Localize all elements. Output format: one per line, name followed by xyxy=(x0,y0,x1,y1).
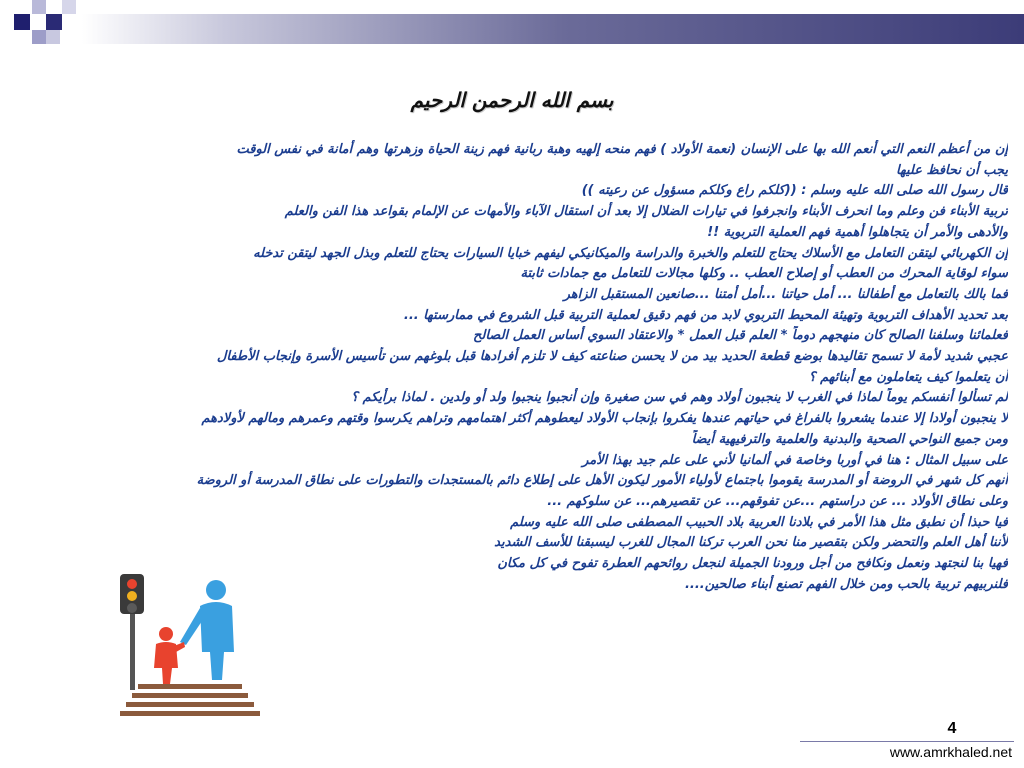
body-text xyxy=(20,140,1008,595)
text-line: تربية الأبناء فن وعلم وما انحرف الأبناء وانجرفوا في تيارات الضلال إلا بعد أن استقال الآباء والأمهات عن الإلمام بقواعد هذا الفن والعلم xyxy=(284,204,1008,220)
text-line: قال رسول الله صلى الله عليه وسلم : ((كلكم راع وكلكم مسؤول عن رعيته )) xyxy=(581,183,1008,199)
website-url: www.amrkhaled.net xyxy=(889,744,1012,760)
footer-divider xyxy=(800,741,1014,742)
text-line: أنهم كل شهر في الروضة أو المدرسة يقوموا باجتماع لأولياء الأمور ليكون الأهل على إطلاع دائم بالمستجدات والتطورات على نطاق المدرسة أو الروضة xyxy=(196,473,1008,489)
text-line: والأدهى والأمر أن يتجاهلوا أهمية فهم العملية التربوية !! xyxy=(707,224,1008,240)
text-line: إن من أعظم النعم التي أنعم الله بها على الإنسان (نعمة الأولاد ) فهم منحه إلهيه وهبة ربانية فهم زينة الحياة وزهرتها وهم أمانة في نفس الوقت xyxy=(236,142,1008,157)
text-line: فهيا بنا لنجتهد ونعمل ونكافح من أجل ورودنا الجميلة لنجعل روائحهم العطرة تفوح في كل مكان xyxy=(497,556,1008,572)
decor-square xyxy=(46,30,60,44)
text-line: لا ينجبون أولادا إلا عندما يشعروا بالفراغ في حياتهم عندها يفكروا بإنجاب الأولاد ليعطوهم أكثر اهتمامهم وتراهم يكرسوا وقتهم وعمرهم ومالهم لأولادهم xyxy=(201,411,1008,427)
decor-square xyxy=(14,14,30,30)
decor-square xyxy=(32,30,46,44)
header-gradient-band xyxy=(0,14,1024,44)
traffic-light-parent-child-icon xyxy=(108,572,268,722)
text-line: لم تسألوا أنفسكم يوماً لماذا في الغرب لا ينجبون أولاد وهم في سن صغيرة وإن أنجبوا ينجبوا ولد أو ولدين . لماذا برأيكم ؟ xyxy=(351,390,1008,406)
text-line: أن يتعلموا كيف يتعاملون مع أبنائهم ؟ xyxy=(808,369,1008,385)
text-line: لأننا أهل العلم والتحضر ولكن بتقصير منا نحن العرب تركنا المجال للغرب ليسبقنا للأسف الشديد xyxy=(494,535,1008,551)
text-line: ومن جميع النواحي الصحية والبدنية والعلمية والترفيهية أيضاً xyxy=(691,431,1008,447)
decor-square xyxy=(62,0,76,14)
text-line: فعلمائنا وسلفنا الصالح كان منهجهم دوماً * العلم قبل العمل * والاعتقاد السوي أساس العمل الصالح xyxy=(472,328,1008,344)
text-line: بعد تحديد الأهداف التربوية وتهيئة المحيط التربوي لابد من فهم دقيق لعملية التربية قبل الشروع في ممارستها ... xyxy=(403,307,1008,323)
slide-heading: بسم الله الرحمن الرحيم xyxy=(410,88,614,112)
text-line: فيا حبذا أن نطبق مثل هذا الأمر في بلادنا العربية بلاد الحبيب المصطفى صلى الله عليه وسلم xyxy=(510,514,1008,530)
text-line: إن الكهربائي ليتقن التعامل مع الأسلاك يحتاج للتعلم والخبرة والدراسة والميكانيكي ليفهم خبايا السيارات يحتاج للتعلم وبذل الجهد ليتقن تدخله xyxy=(253,245,1008,261)
text-line: فما بالك بالتعامل مع أطفالنا ... أمل حياتنا ...أمل أمتنا ...صانعين المستقبل الزاهر xyxy=(563,286,1008,302)
text-line: عجبي شديد لأمة لا تسمح تقاليدها بوضع قطعة الحديد بيد من لا يحسن صناعته كيف لا تلزم أفرادها قبل بلوغهم سن تأسيس الأسرة وإنجاب الأطفال xyxy=(216,349,1008,365)
text-line: وعلى نطاق الأولاد ... عن دراستهم ...عن تفوقهم... عن تقصيرهم... عن سلوكهم ... xyxy=(547,493,1008,509)
decor-square xyxy=(32,0,46,14)
decor-square xyxy=(46,14,62,30)
text-line: فلنربيهم تربية بالحب ومن خلال الفهم تصنع أبناء صالحين.... xyxy=(684,576,1008,592)
page-number: 4 xyxy=(947,720,957,737)
text-line: يجب أن نحافظ عليها xyxy=(896,162,1008,178)
text-line: على سبيل المثال : هنا في أوربا وخاصة في ألمانيا لأني على علم جيد بهذا الأمر xyxy=(582,452,1008,468)
text-line: سواء لوقاية المحرك من العطب أو إصلاح العطب .. وكلها مجالات للتعامل مع جمادات ثابتة xyxy=(520,266,1008,282)
